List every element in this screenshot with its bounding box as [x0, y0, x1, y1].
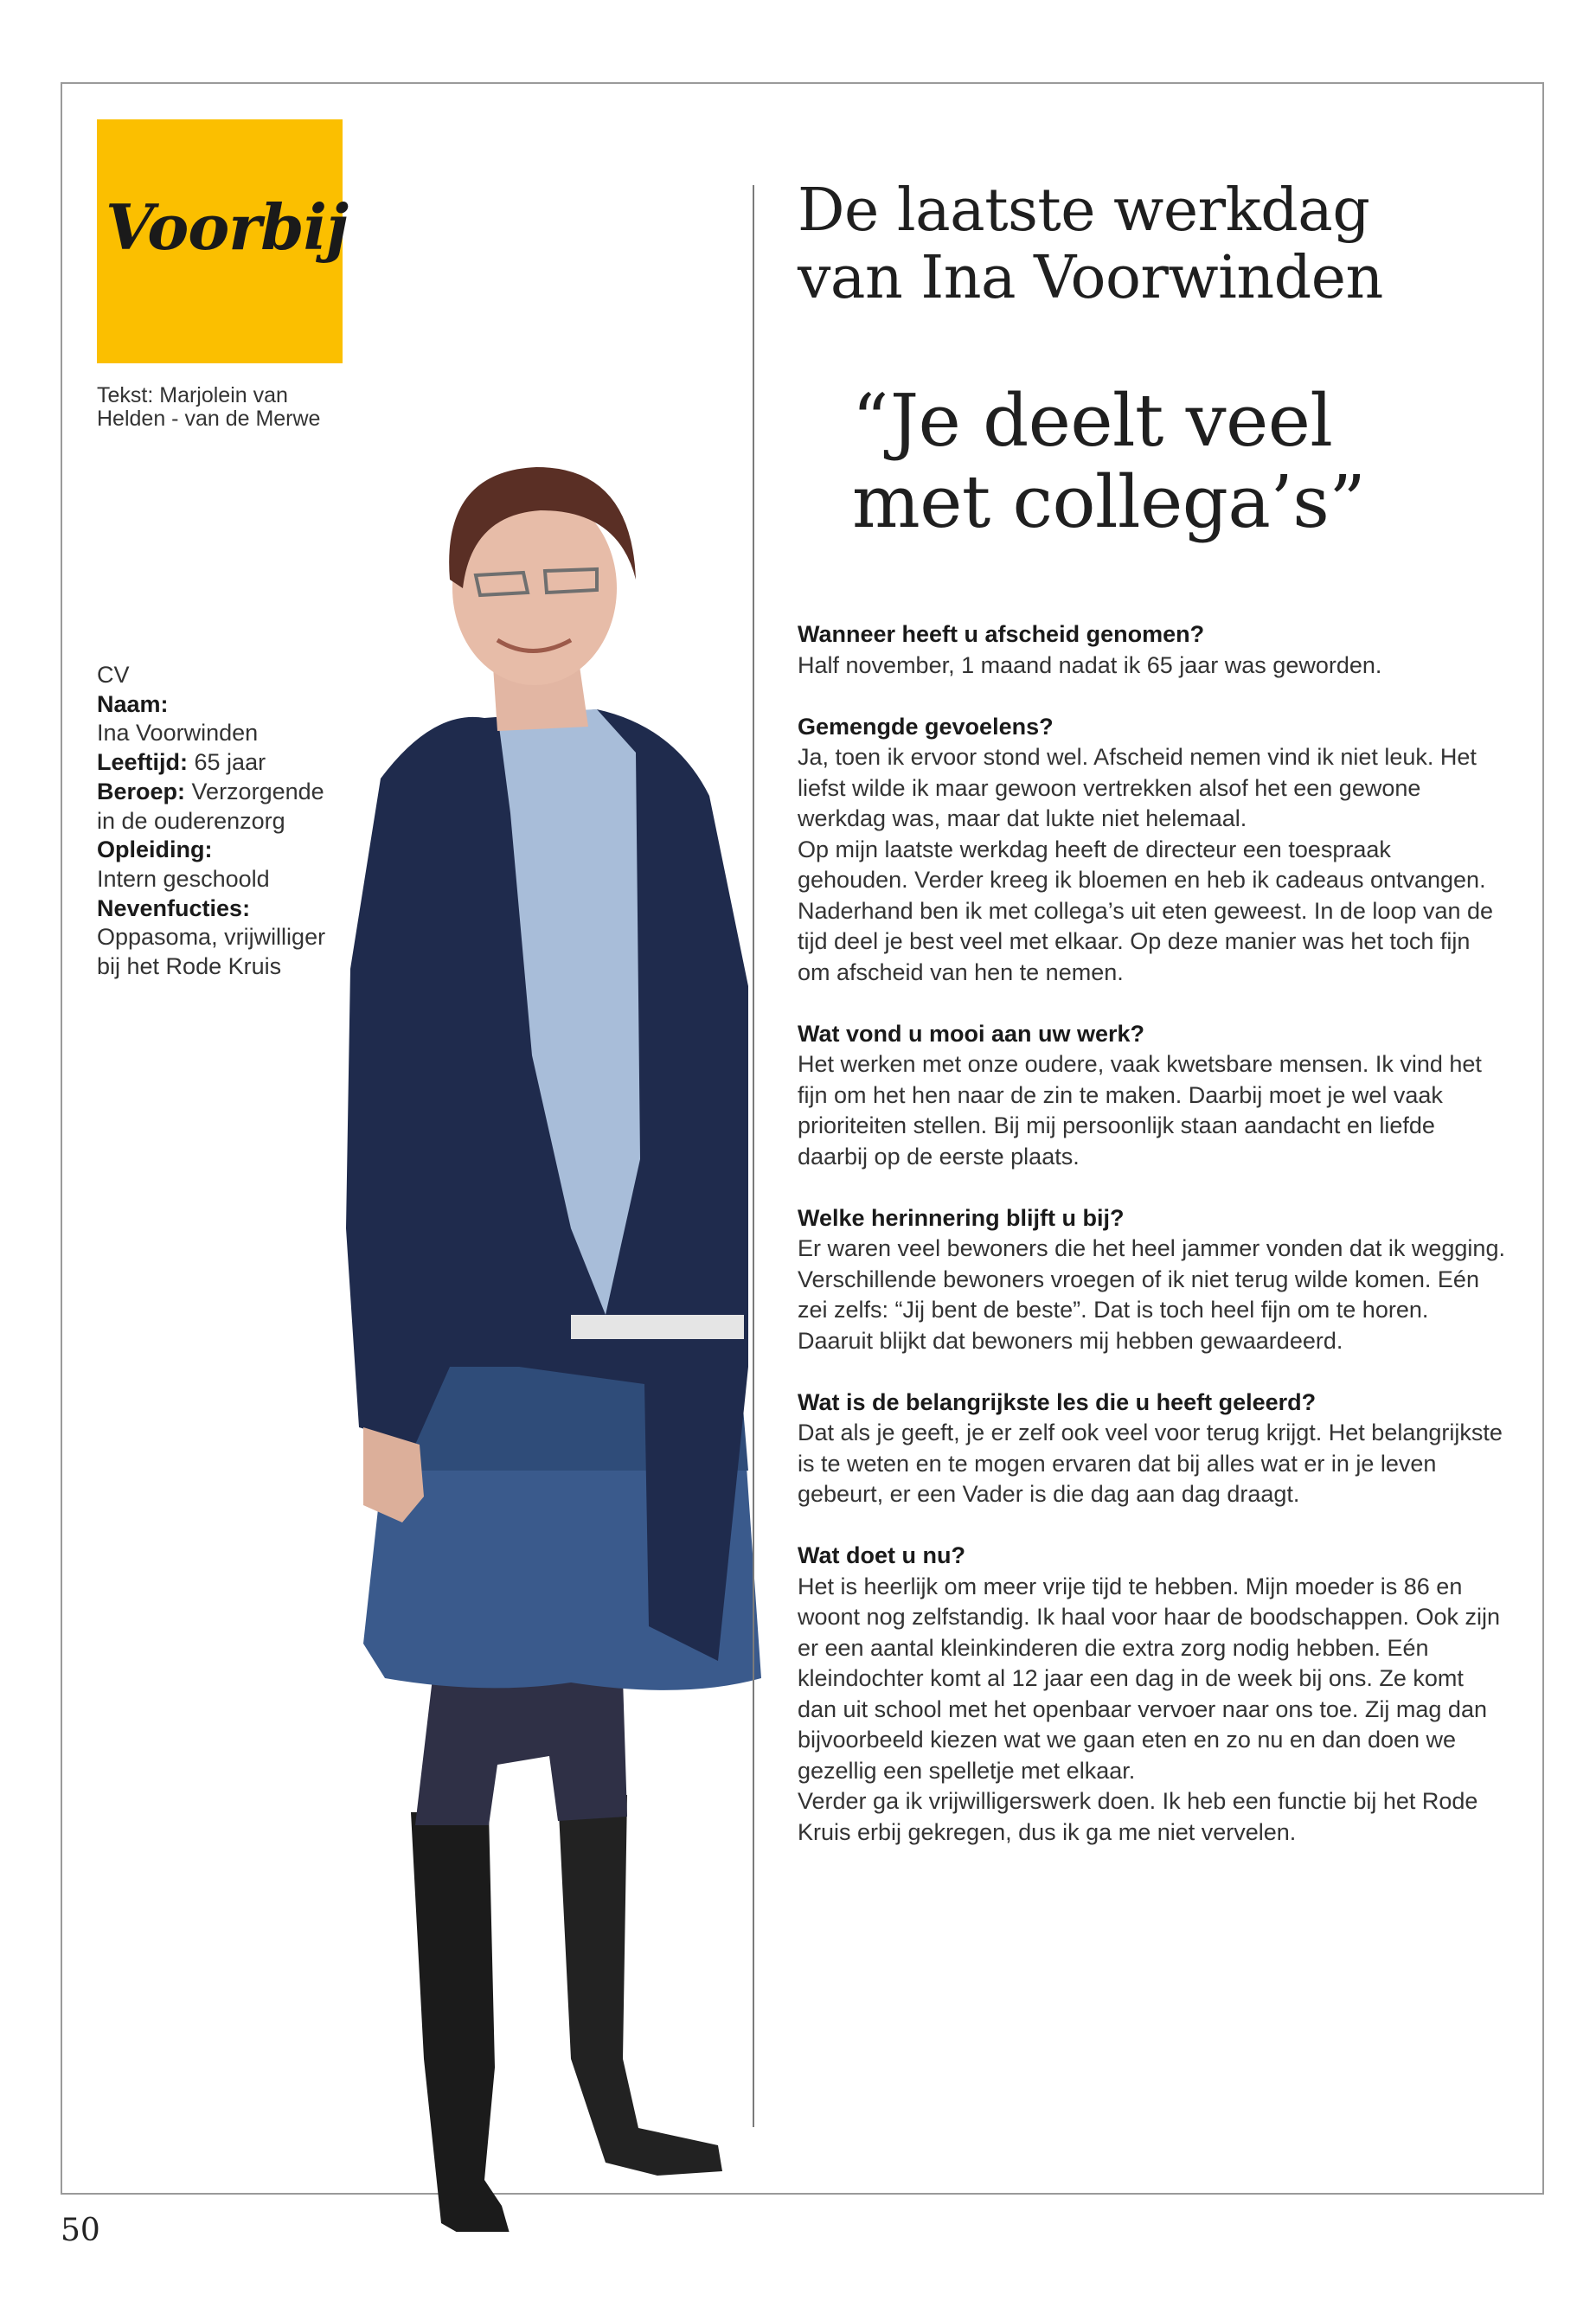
pull-quote — [852, 381, 1365, 543]
answer-paragraph: Het werken met onze oudere, vaak kwetsbare mensen. Ik vind het fijn om het hen naar de zin te maken. Daarbij moet je wel vaak prioriteiten stellen. Bij mij persoonlijk staan aandacht en liefde daarbij op de eerste plaats. — [798, 1051, 1482, 1170]
cv-box — [97, 661, 348, 982]
qa-block — [798, 1019, 1507, 1173]
cv-value: Intern geschoold — [97, 865, 270, 892]
rubric-box — [97, 119, 348, 363]
title-line: van Ina Voorwinden — [798, 244, 1383, 312]
rubric-label: Voorbij — [106, 190, 348, 264]
cv-item — [97, 894, 348, 924]
cv-value: Oppasoma, vrijwilliger bij het Rode Kruis — [97, 924, 326, 980]
title-line: De laatste werkdag — [798, 176, 1370, 245]
legs — [415, 1678, 627, 1825]
qa-block — [798, 619, 1507, 681]
question: Wat doet u nu? — [798, 1542, 965, 1568]
quote-line: met collega’s” — [852, 460, 1366, 544]
cv-label: Naam: — [97, 690, 169, 717]
answer — [798, 651, 1507, 682]
answer-paragraph: Verder ga ik vrijwilligerswerk doen. Ik heb een functie bij het Rode Kruis erbij gekregen, dus ik ga me niet vervelen. — [798, 1788, 1478, 1845]
left-boot — [411, 1812, 510, 2232]
question: Welke herinnering blijft u bij? — [798, 1204, 1125, 1231]
cv-value: Verzorgende in de ouderenzorg — [97, 778, 324, 834]
qa-block — [798, 1388, 1507, 1510]
answer — [798, 1572, 1507, 1849]
cv-item — [97, 690, 348, 720]
article-title — [798, 177, 1383, 312]
cv-heading: CV — [97, 662, 130, 688]
right-boot — [558, 1795, 722, 2176]
question: Wat is de belangrijkste les die u heeft geleerd? — [798, 1388, 1317, 1415]
answer-paragraph: Op mijn laatste werkdag heeft de directeur een toespraak gehouden. Verder kreeg ik bloemen en heb ik cadeaus ontvangen. Naderhand ben ik met collega’s uit eten geweest. In de loop van de tijd deel je best veel met elkaar. Op deze manier was het toch fijn om afscheid van hen te nemen. — [798, 836, 1494, 985]
cv-item — [97, 778, 348, 836]
answer — [798, 1234, 1507, 1356]
answer-paragraph: Er waren veel bewoners die het heel jammer vonden dat ik wegging. Verschillende bewoners vroegen of ik niet terug wilde komen. Eén zei zelfs: “Jij bent de beste”. Dat is toch heel fijn om te horen. Daaruit blijkt dat bewoners mij hebben gewaardeerd. — [798, 1235, 1505, 1354]
answer — [798, 1418, 1507, 1510]
answer-paragraph: Half november, 1 maand nadat ik 65 jaar was geworden. — [798, 651, 1382, 678]
answer — [798, 1049, 1507, 1172]
belt — [571, 1315, 744, 1339]
cv-label: Beroep: — [97, 778, 186, 804]
column-divider — [753, 185, 754, 2127]
answer-paragraph: Ja, toen ik ervoor stond wel. Afscheid nemen vind ik niet leuk. Het liefst wilde ik maar gewoon vertrekken alsof het een gewone werkdag was, maar dat lukte niet helemaal. — [798, 744, 1477, 831]
interview-body — [798, 619, 1507, 1879]
byline: Tekst: Marjolein van Helden - van de Merwe — [97, 383, 321, 431]
cv-label: Opleiding: — [97, 836, 213, 863]
answer-paragraph: Het is heerlijk om meer vrije tijd te hebben. Mijn moeder is 86 en woont nog zelfstandig. Ik haal voor haar de boodschappen. Ook zijn er een aantal kleinkinderen die extra zorg nodig hebben. Eén kleindochter komt al 12 jaar een dag in de week bij ons. Ze komt dan uit school met het openbaar vervoer naar ons toe. Zij mag dan bijvoorbeeld kiezen wat we gaan eten en zo nu en dan doen we gezellig een spelletje met elkaar. — [798, 1573, 1501, 1784]
cv-label: Leeftijd: — [97, 749, 188, 776]
cv-value: 65 jaar — [194, 749, 266, 776]
quote-line: “Je deelt veel — [852, 379, 1333, 463]
cv-item — [97, 836, 348, 865]
qa-block — [798, 1541, 1507, 1848]
answer — [798, 742, 1507, 988]
cv-value: Ina Voorwinden — [97, 720, 259, 747]
page-number: 50 — [61, 2213, 100, 2248]
answer-paragraph: Dat als je geeft, je er zelf ook veel voor terug krijgt. Het belangrijkste is te weten en te mogen ervaren dat bij alles wat er in je leven gebeurt, er een Vader is die dag aan dag draagt. — [798, 1420, 1503, 1507]
question: Gemengde gevoelens? — [798, 713, 1054, 740]
question: Wanneer heeft u afscheid genomen? — [798, 621, 1205, 647]
cv-item — [97, 748, 348, 778]
qa-block — [798, 712, 1507, 989]
qa-block — [798, 1203, 1507, 1357]
portrait-photo — [311, 450, 761, 2232]
question: Wat vond u mooi aan uw werk? — [798, 1020, 1145, 1047]
cv-label: Nevenfucties: — [97, 894, 251, 921]
